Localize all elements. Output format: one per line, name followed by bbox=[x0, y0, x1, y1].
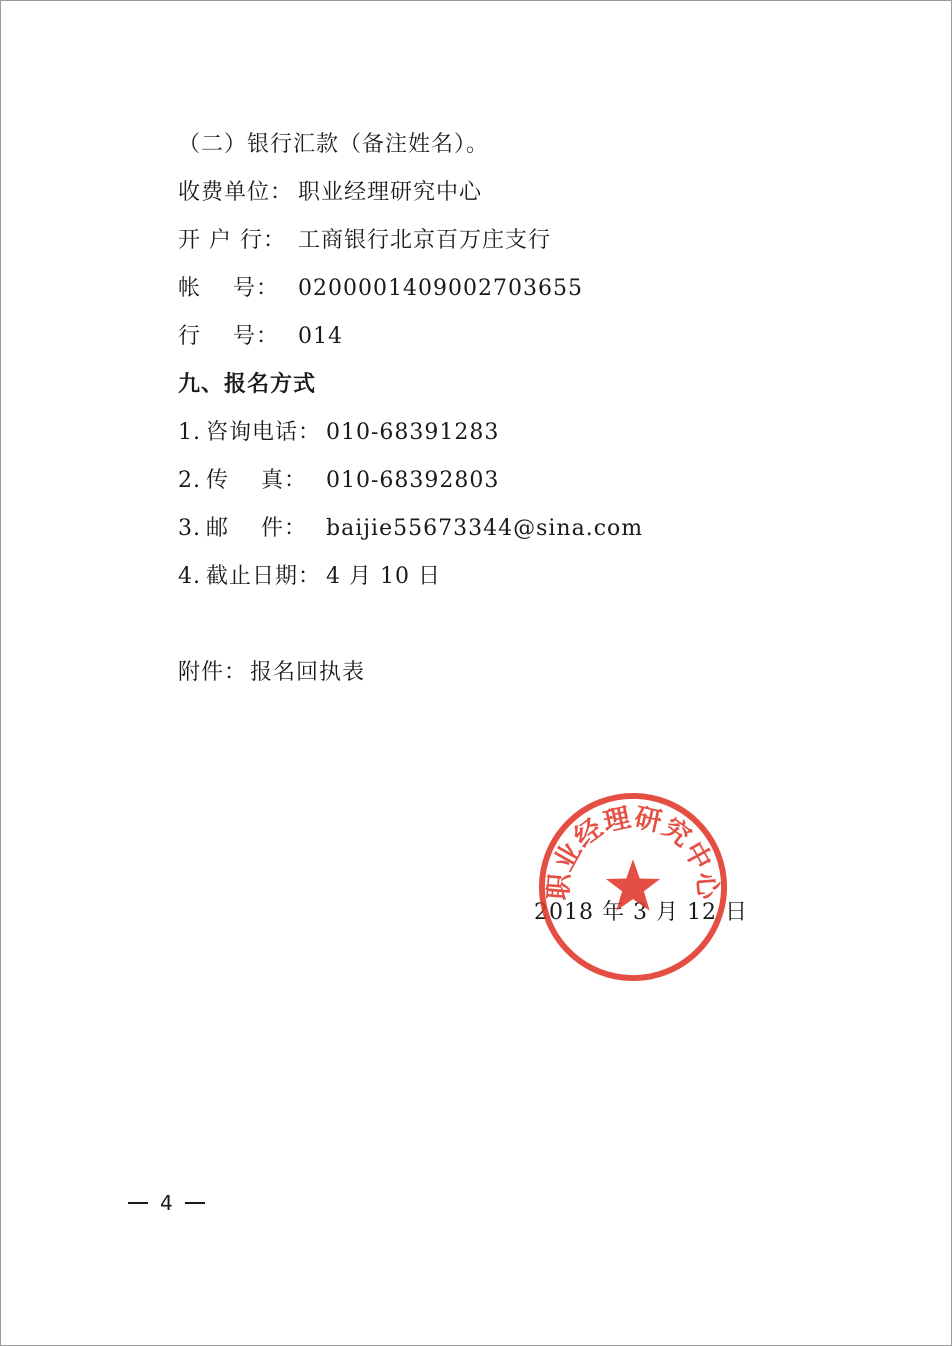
registration-item bbox=[178, 514, 643, 544]
item-label: 咨询电话： bbox=[206, 420, 322, 445]
payee-value: 职业经理研究中心 bbox=[298, 180, 483, 205]
page-number-value: 4 bbox=[160, 1191, 173, 1215]
page-number-dash-left bbox=[128, 1202, 148, 1204]
item-number: 4. bbox=[178, 564, 201, 589]
item-label: 截止日期： bbox=[206, 564, 322, 589]
seal-star-icon bbox=[606, 859, 660, 910]
item-label: 传 真： bbox=[206, 468, 307, 493]
official-seal bbox=[534, 788, 732, 986]
item-number: 1. bbox=[178, 420, 201, 445]
bank-row bbox=[178, 226, 551, 256]
attachment-label: 附件： bbox=[178, 660, 248, 685]
account-label: 帐 号： bbox=[178, 276, 279, 301]
item-number: 2. bbox=[178, 468, 201, 493]
email-value: baijie55673344@sina.com bbox=[326, 516, 644, 541]
phone-value: 010-68391283 bbox=[326, 420, 500, 445]
bank-code-label: 行 号： bbox=[178, 324, 279, 349]
signature-date: 2018 年 3 月 12 日 bbox=[534, 900, 748, 925]
account-value: 0200001409002703655 bbox=[298, 276, 583, 301]
registration-item bbox=[178, 418, 499, 448]
bank-section-title: （二）银行汇款（备注姓名）。 bbox=[178, 132, 490, 157]
registration-item bbox=[178, 562, 441, 592]
bank-code-value: 014 bbox=[298, 324, 343, 349]
deadline-value: 4 月 10 日 bbox=[326, 564, 441, 589]
item-label: 邮 件： bbox=[206, 516, 307, 541]
registration-item bbox=[178, 466, 499, 496]
bank-code-row bbox=[178, 322, 343, 352]
account-row bbox=[178, 274, 583, 304]
page-number bbox=[128, 1188, 205, 1218]
attachment-row bbox=[178, 658, 365, 688]
bank-label: 开 户 行： bbox=[178, 228, 286, 253]
seal-text: 职业经理研究中心 bbox=[542, 802, 724, 902]
item-number: 3. bbox=[178, 516, 201, 541]
payee-label: 收费单位： bbox=[178, 180, 294, 205]
payee-row bbox=[178, 178, 482, 208]
bank-value: 工商银行北京百万庄支行 bbox=[298, 228, 552, 253]
attachment-value: 报名回执表 bbox=[250, 660, 366, 685]
page-number-dash-right bbox=[185, 1202, 205, 1204]
registration-heading: 九、报名方式 bbox=[178, 372, 317, 397]
fax-value: 010-68392803 bbox=[326, 468, 500, 493]
